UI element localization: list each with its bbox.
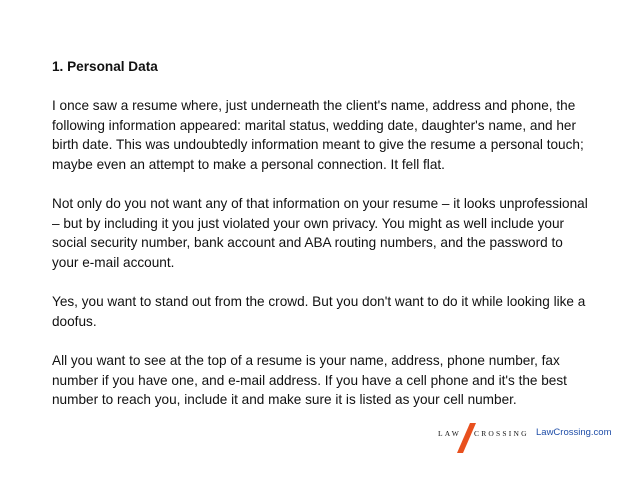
slide-heading: 1. Personal Data	[52, 59, 158, 74]
logo-word-crossing: CROSSING	[474, 429, 529, 438]
slash-mark-icon	[456, 423, 478, 453]
paragraph-4: All you want to see at the top of a resume is your name, address, phone number, fax number if you have one, and e-mail address. If you have a cell phone and it's the best number to reach you, include it and make sure it is listed as your cell number.	[52, 352, 567, 408]
lawcrossing-logo	[436, 423, 530, 453]
logo-word-law: LAW	[438, 429, 462, 438]
paragraph-3: Yes, you want to stand out from the crowd. But you don't want to do it while looking like a doofus.	[52, 294, 586, 329]
slide-body	[52, 57, 592, 429]
lawcrossing-link[interactable]: LawCrossing.com	[536, 427, 612, 438]
paragraph-2: Not only do you not want any of that information on your resume – it looks unprofessional – but by including it you just violated your own privacy. You might as well include your social security number, bank account and ABA routing numbers, and the password to your e-mail account.	[52, 196, 588, 270]
paragraph-1: I once saw a resume where, just underneath the client's name, address and phone, the following information appeared: marital status, wedding date, daughter's name, and her birth date. This was undoubtedly information meant to give the resume a personal touch; maybe even an attempt to make a personal connection. It fell flat.	[52, 98, 584, 172]
